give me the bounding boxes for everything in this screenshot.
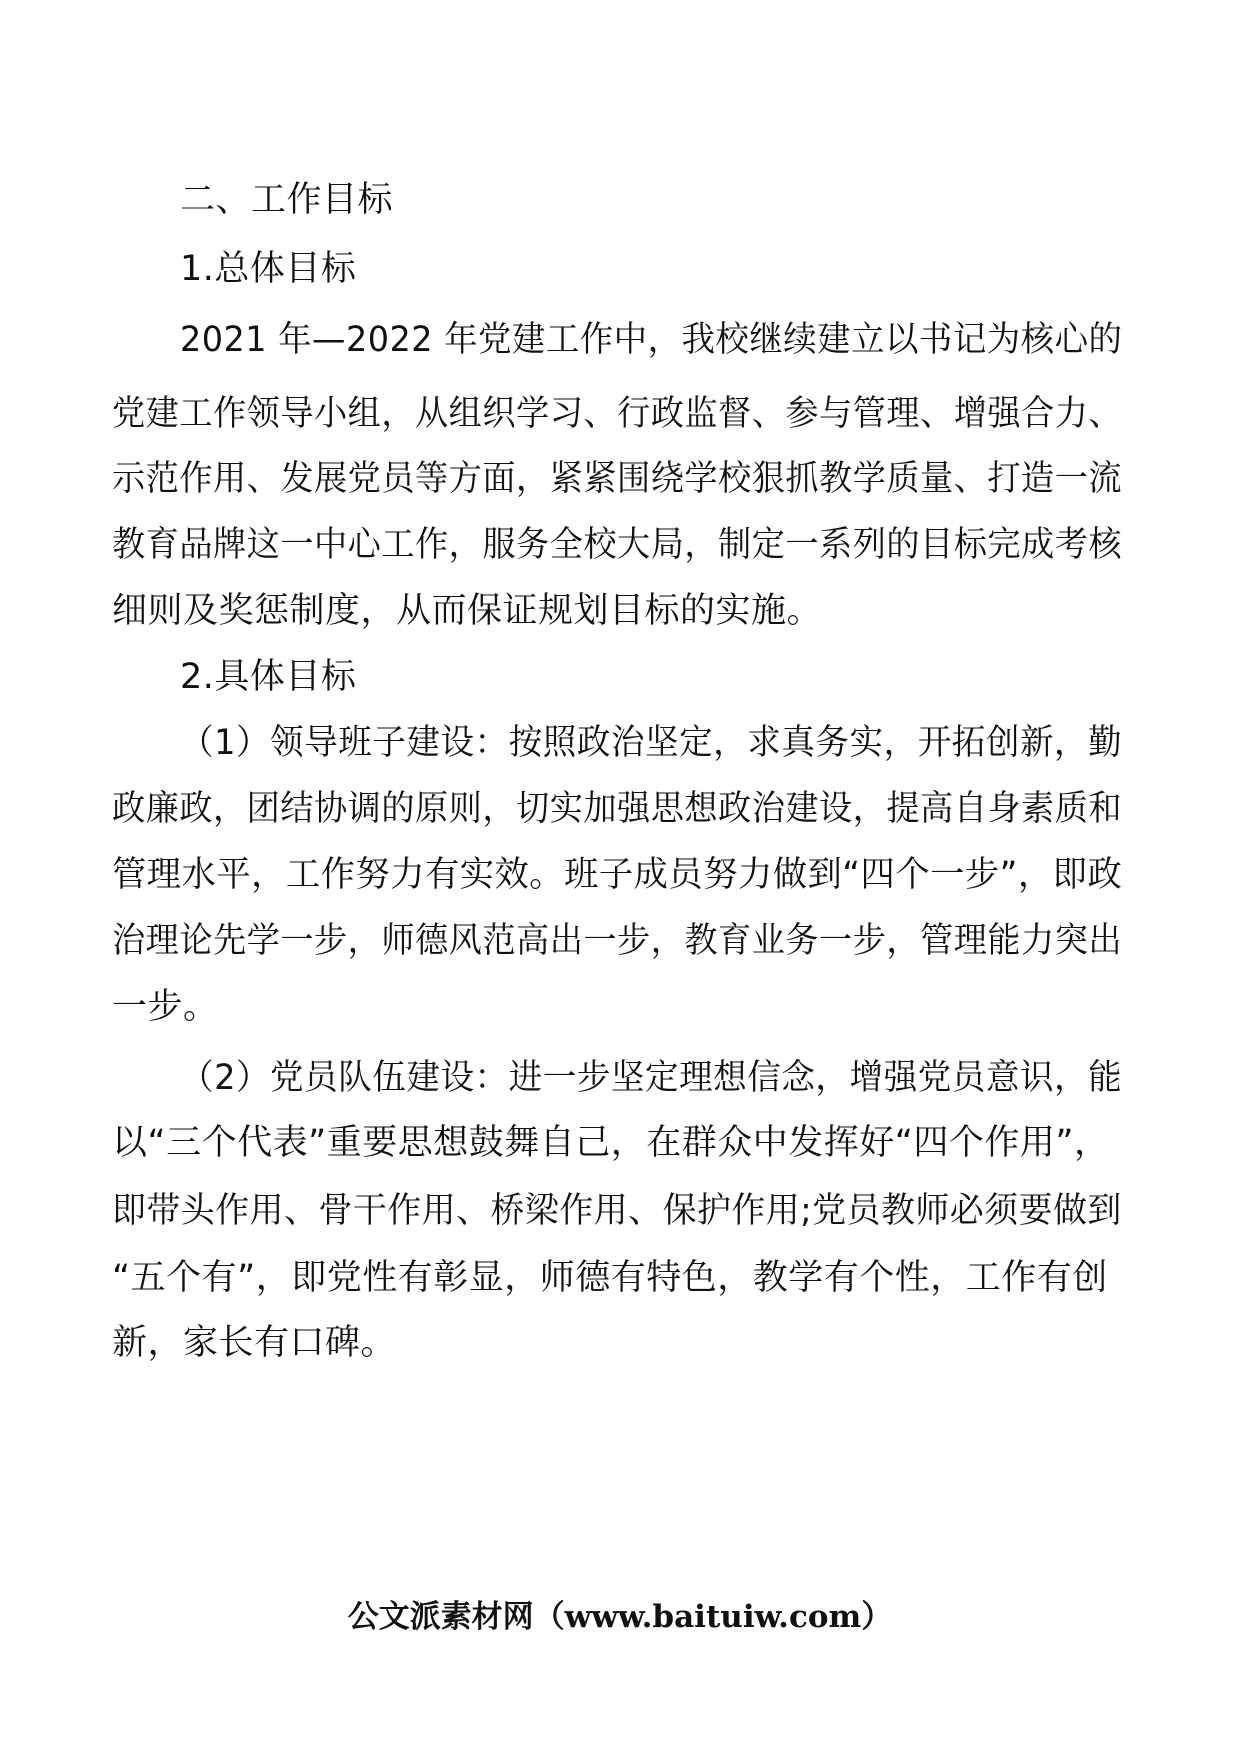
specific-goal-heading: 2.具体目标	[180, 657, 357, 697]
paragraph-line: 政廉政，团结协调的原则，切实加强思想政治建设，提高自身素质和	[112, 789, 1123, 829]
paragraph-line: 示范作用、发展党员等方面，紧紧围绕学校狠抓教学质量、打造一流	[112, 459, 1123, 499]
paragraph-line: 管理水平，工作努力有实效。班子成员努力做到“四个一步”，即政	[112, 855, 1123, 895]
paragraph-line: 即带头作用、骨干作用、桥梁作用、保护作用;党员教师必须要做到	[112, 1191, 1122, 1231]
paragraph-line: “五个有”，即党性有彰显，师德有特色，教学有个性，工作有创	[112, 1258, 1108, 1298]
paragraph-line: 2021 年—2022 年党建工作中，我校继续建立以书记为核心的	[180, 320, 1123, 360]
paragraph-line: 一步。	[112, 987, 219, 1027]
paragraph-line: 治理论先学一步，师德风范高出一步，教育业务一步，管理能力突出	[112, 921, 1123, 961]
footer-source: 公文派素材网（www.baituiw.com）	[347, 1599, 893, 1635]
overall-goal-heading: 1.总体目标	[180, 249, 357, 289]
paragraph-line: 新，家长有口碑。	[112, 1323, 397, 1363]
paragraph-line: （2）党员队伍建设：进一步坚定理想信念，增强党员意识，能	[180, 1058, 1123, 1098]
paragraph-line: 细则及奖惩制度，从而保证规划目标的实施。	[112, 591, 823, 631]
paragraph-line: 教育品牌这一中心工作，服务全校大局，制定一系列的目标完成考核	[112, 525, 1123, 565]
paragraph-line: 党建工作领导小组，从组织学习、行政监督、参与管理、增强合力、	[112, 394, 1123, 434]
paragraph-line: （1）领导班子建设：按照政治坚定，求真务实，开拓创新，勤	[180, 723, 1123, 763]
section-heading: 二、工作目标	[180, 180, 394, 220]
paragraph-line: 以“三个代表”重要思想鼓舞自己，在群众中发挥好“四个作用”，	[112, 1123, 1110, 1163]
